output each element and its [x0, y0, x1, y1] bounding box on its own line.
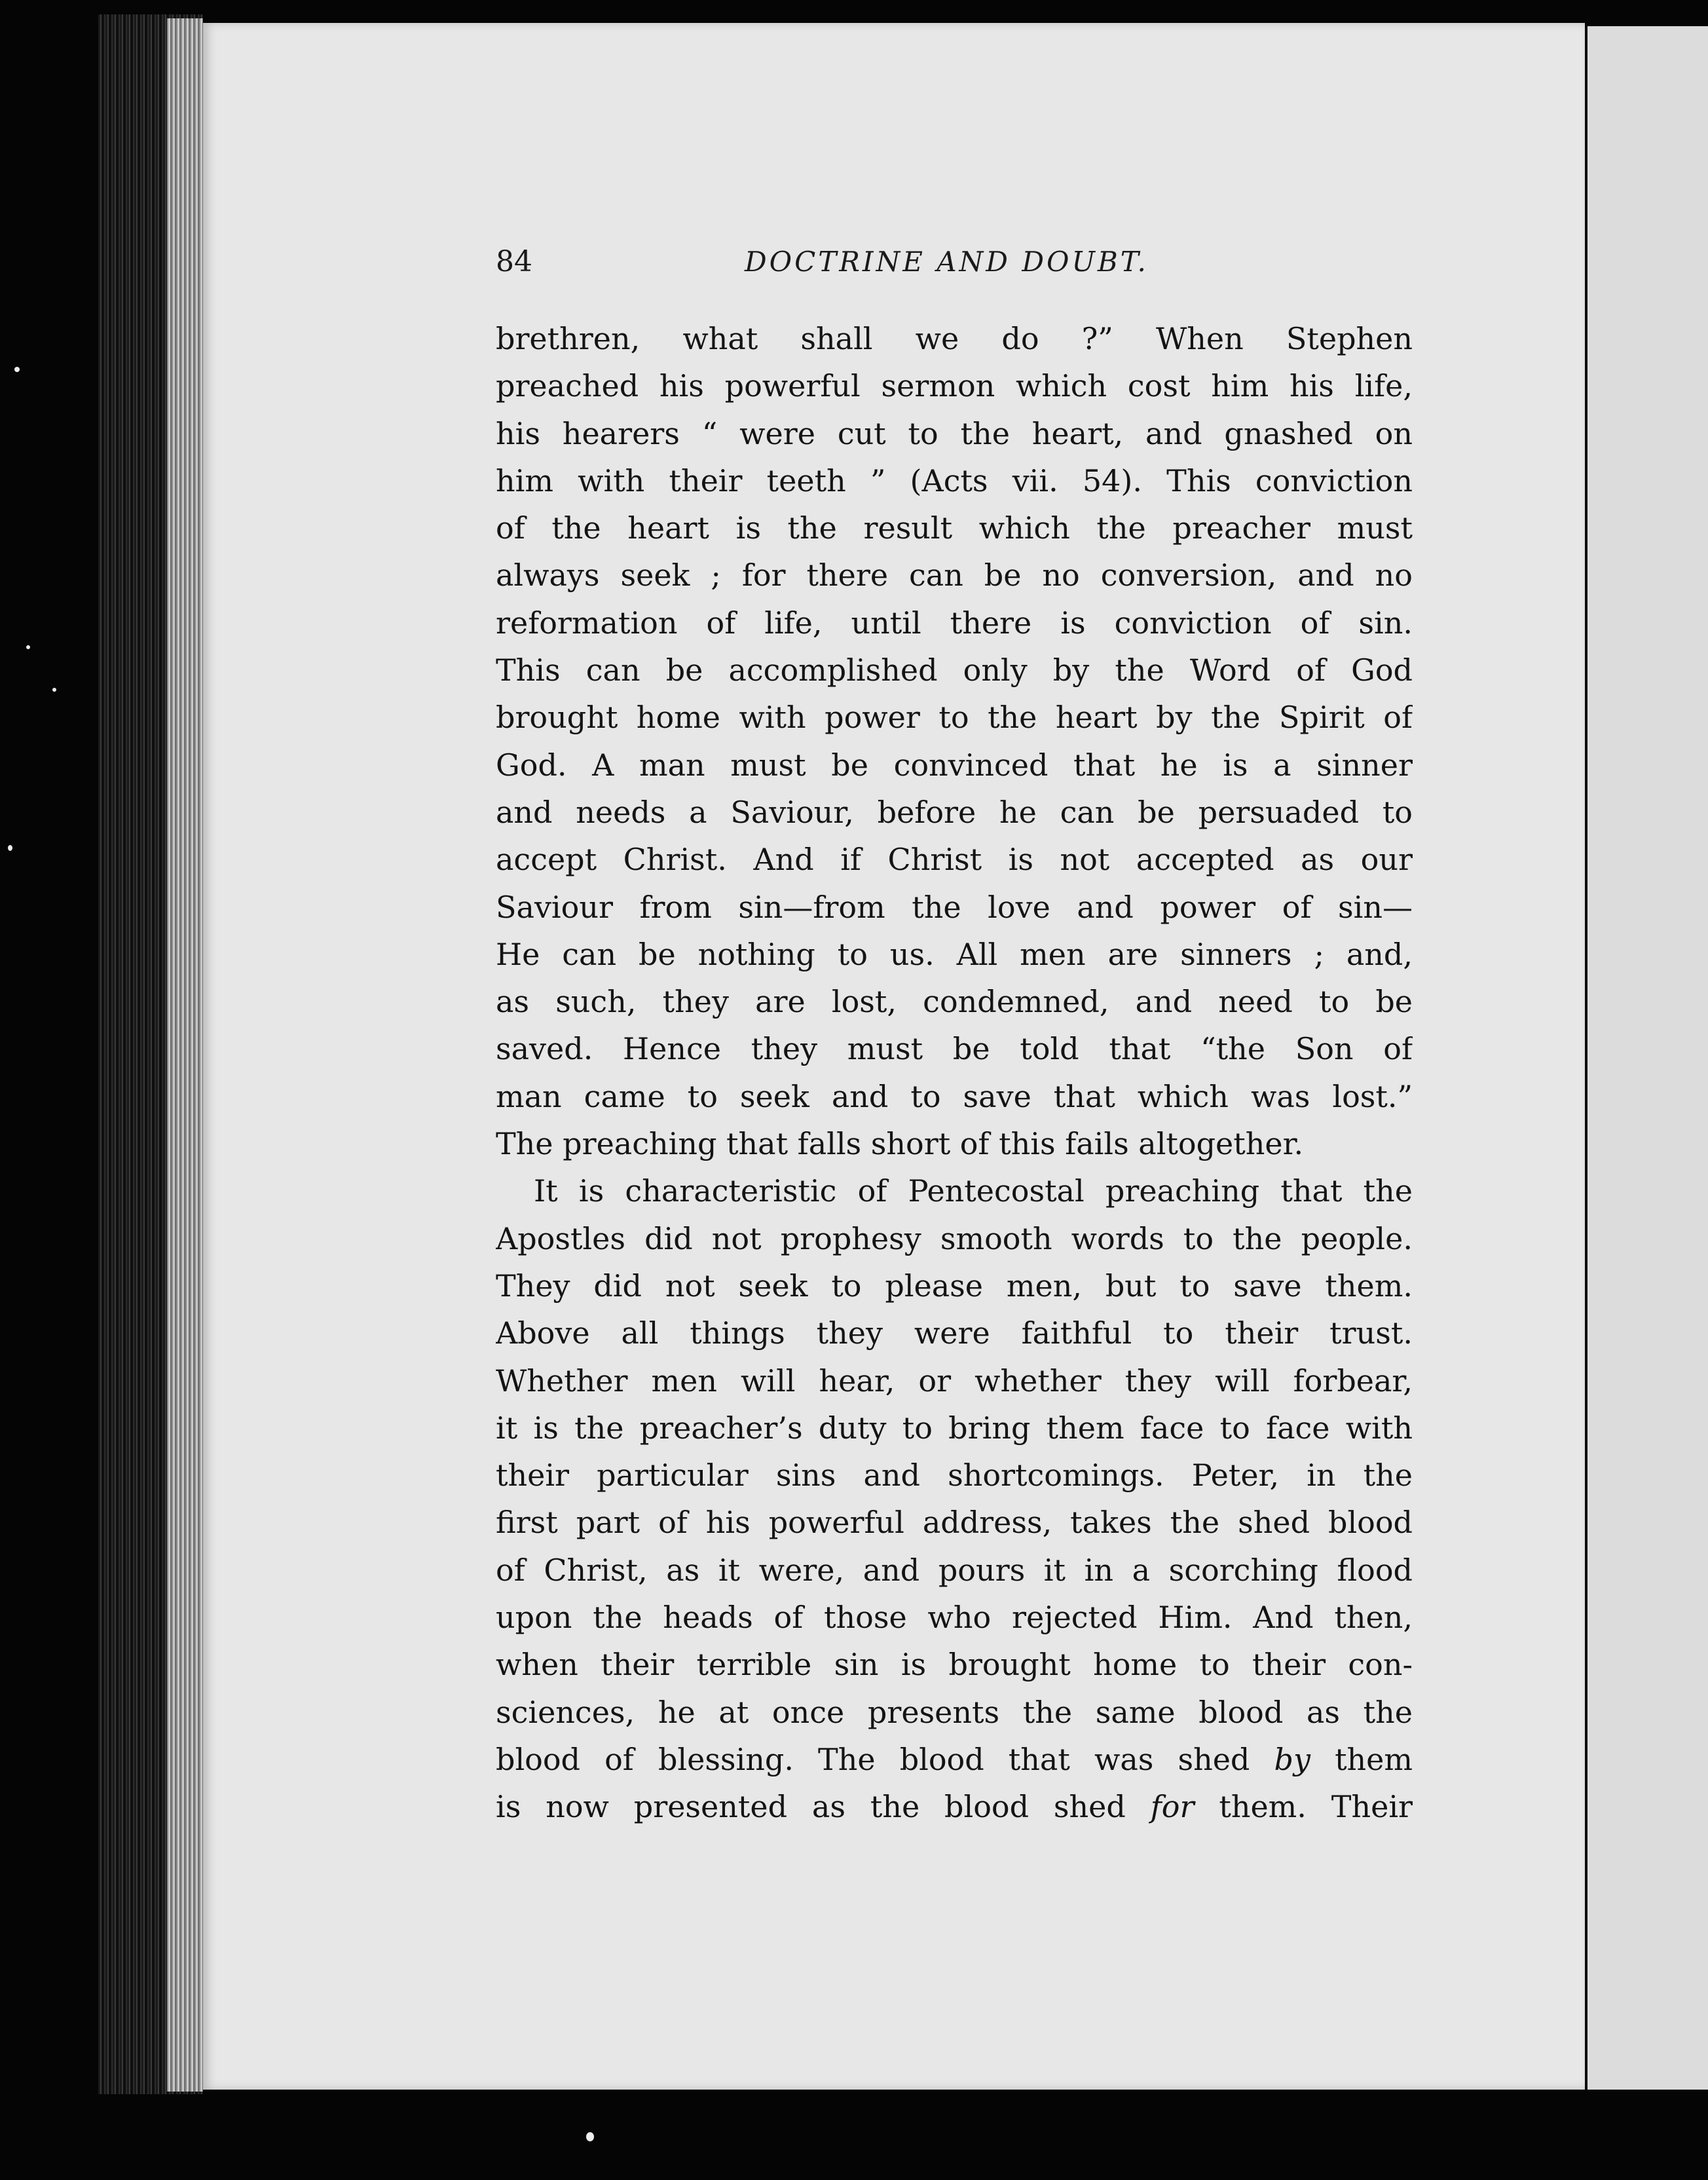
text-line: saved. Hence they must be told that “the Son of [496, 1031, 1413, 1067]
text-line: Apostles did not prophesy smooth words to the people. [496, 1220, 1413, 1256]
text-line: reformation of life, until there is conviction of sin. [496, 605, 1413, 641]
text-line [496, 1783, 1413, 1830]
next-page-sliver [1584, 26, 1708, 2090]
text-line: as such, they are lost, condemned, and need to be [496, 984, 1413, 1020]
text-line: first part of his powerful address, takes the shed blood [496, 1505, 1413, 1541]
dust-speck [52, 688, 56, 692]
text-line: of the heart is the result which the preacher must [496, 510, 1413, 546]
text-segment: Their [1331, 1789, 1413, 1825]
book-page-edges-light [167, 18, 203, 2092]
text-line: sciences, he at once presents the same blood as the [496, 1694, 1413, 1730]
text-segment: is now presented as the blood shed [496, 1789, 1126, 1825]
text-line: him with their teeth ” (Acts vii. 54). This conviction [496, 462, 1413, 498]
text-line: of Christ, as it were, and pours it in a scorching flood [496, 1552, 1413, 1588]
text-line: Above all things they were faithful to their trust. [496, 1315, 1413, 1351]
text-line: The preaching that falls short of this fails altogether. [496, 1126, 1304, 1162]
italic-word: by [1274, 1741, 1310, 1777]
dust-speck [8, 845, 12, 851]
text-line: man came to seek and to save that which was lost.” [496, 1078, 1413, 1114]
text-line: always seek ; for there can be no conversion, and no [496, 557, 1413, 593]
running-title: DOCTRINE AND DOUBT. [745, 246, 1149, 278]
text-line [496, 1736, 1413, 1783]
dust-speck [14, 367, 20, 372]
text-line: God. A man must be convinced that he is a sinner [496, 747, 1413, 783]
text-line: it is the preacher’s duty to bring them face to face with [496, 1410, 1413, 1446]
text-line: when their terrible sin is brought home to their con- [496, 1647, 1413, 1683]
text-line: accept Christ. And if Christ is not accepted as our [496, 842, 1413, 878]
dust-speck [586, 2132, 594, 2141]
text-line: upon the heads of those who rejected Him. And then, [496, 1600, 1413, 1636]
text-line: It is characteristic of Pentecostal preaching that the [534, 1173, 1413, 1209]
text-segment: them [1335, 1741, 1413, 1777]
text-line: his hearers “ were cut to the heart, and gnashed on [496, 415, 1413, 451]
text-line: and needs a Saviour, before he can be persuaded to [496, 794, 1413, 830]
text-line: brought home with power to the heart by the Spirit of [496, 700, 1413, 736]
text-line: preached his powerful sermon which cost him his life, [496, 368, 1413, 404]
text-line: He can be nothing to us. All men are sinners ; and, [496, 936, 1413, 972]
text-segment: them. [1219, 1789, 1307, 1825]
italic-word: for [1150, 1789, 1195, 1825]
text-line: their particular sins and shortcomings. Peter, in the [496, 1457, 1413, 1494]
page-number: 84 [496, 245, 532, 278]
body-text [496, 315, 1413, 1831]
text-line: Saviour from sin—from the love and power of sin— [496, 889, 1413, 925]
running-head [496, 239, 1413, 285]
text-line: Whether men will hear, or whether they will forbear, [496, 1362, 1413, 1399]
text-line: They did not seek to please men, but to save them. [496, 1268, 1413, 1304]
text-line: brethren, what shall we do ?” When Stephen [496, 321, 1413, 356]
text-line: This can be accomplished only by the Word of God [496, 652, 1413, 688]
text-segment: blood of blessing. The blood that was shed [496, 1741, 1250, 1777]
dust-speck [26, 645, 30, 649]
